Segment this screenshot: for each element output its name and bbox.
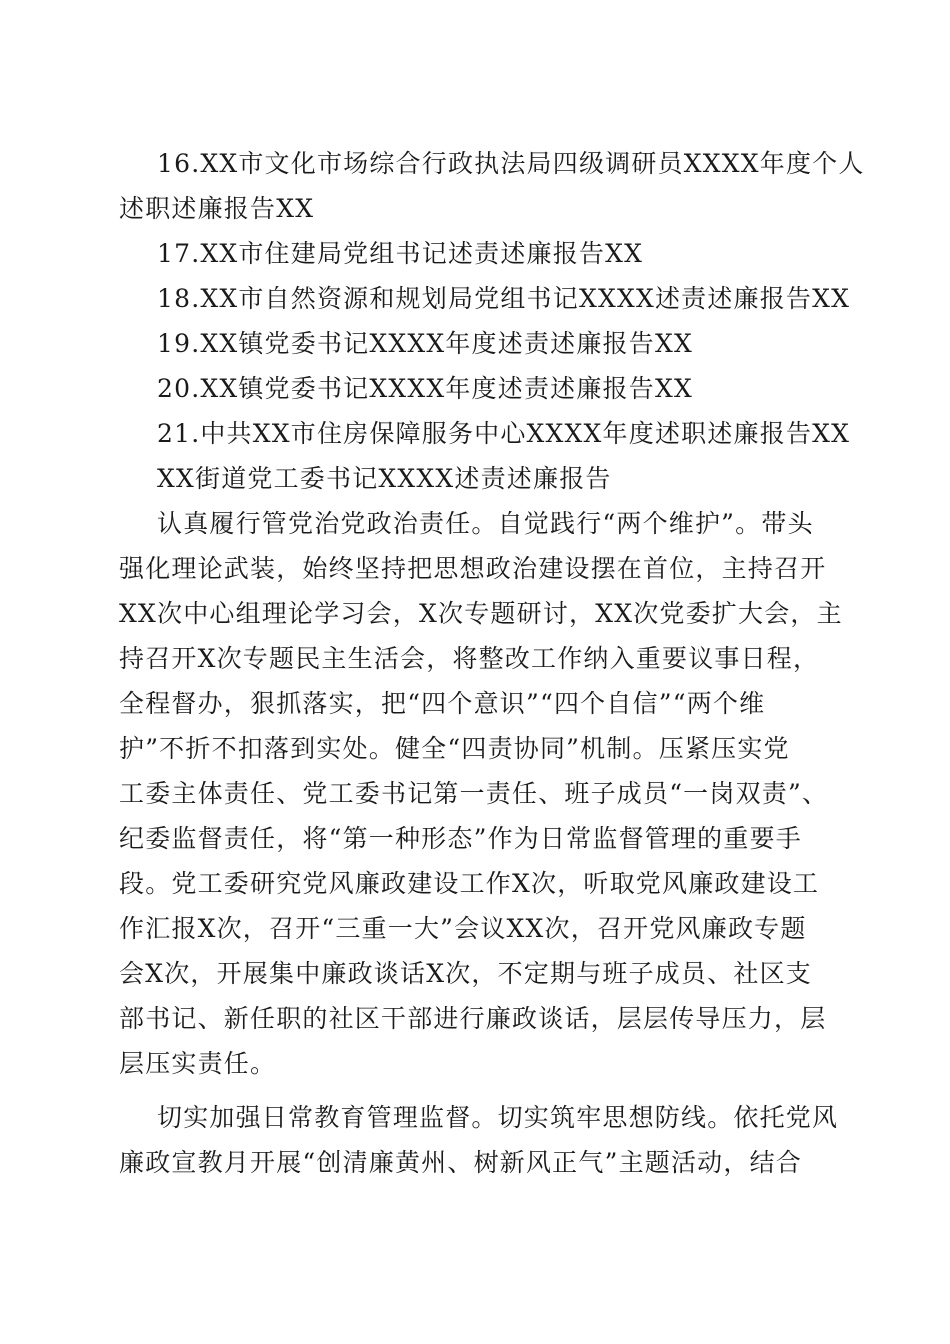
list-item-line: 18.XX市自然资源和规划局党组书记XXXX述责述廉报告XX: [157, 284, 851, 313]
section-title: XX街道党工委书记XXXX述责述廉报告: [157, 464, 612, 493]
paragraph-line: 层压实责任。: [119, 1049, 277, 1078]
paragraph-line: 作汇报X次，召开“三重一大”会议XX次，召开党风廉政专题: [119, 914, 807, 943]
paragraph-line: 持召开X次专题民主生活会，将整改工作纳入重要议事日程，: [119, 644, 820, 673]
paragraph-line: XX次中心组理论学习会，X次专题研讨，XX次党委扩大会，主: [119, 599, 843, 628]
paragraph-line: 工委主体责任、党工委书记第一责任、班子成员“一岗双责”、: [119, 779, 829, 808]
list-item-line: 20.XX镇党委书记XXXX年度述责述廉报告XX: [157, 374, 693, 403]
paragraph-line: 部书记、新任职的社区干部进行廉政谈话，层层传导压力，层: [119, 1004, 827, 1033]
list-item-20: [119, 366, 831, 411]
paragraph-line: 切实加强日常教育管理监督。切实筑牢思想防线。依托党风: [157, 1103, 839, 1132]
list-item-18: [119, 276, 851, 321]
paragraph-line: 会X次，开展集中廉政谈话X次，不定期与班子成员、社区支: [119, 959, 812, 988]
list-item-19: [119, 321, 831, 366]
paragraph-line: 段。党工委研究党风廉政建设工作X次，听取党风廉政建设工: [119, 869, 820, 898]
list-item-line: 21.中共XX市住房保障服务中心XXXX年度述职述廉报告XX: [157, 419, 851, 448]
list-item-17: [119, 231, 831, 276]
list-item-line: 述职述廉报告XX: [119, 194, 315, 223]
paragraph-line: 强化理论武装，始终坚持把思想政治建设摆在首位，主持召开: [119, 554, 827, 583]
document-body: [119, 141, 865, 1185]
paragraph-line: 廉政宣教月开展“创清廉黄州、树新风正气”主题活动，结合: [119, 1148, 802, 1177]
paragraph-line: 全程督办，狠抓落实，把“四个意识”“四个自信”“两个维: [119, 689, 766, 718]
list-item-16: [119, 141, 865, 231]
list-item-21: [119, 411, 851, 456]
list-item-line: 17.XX市住建局党组书记述责述廉报告XX: [157, 239, 644, 268]
paragraph-1: [119, 501, 843, 1086]
list-item-line: 19.XX镇党委书记XXXX年度述责述廉报告XX: [157, 329, 693, 358]
paragraph-2: [119, 1095, 839, 1185]
paragraph-line: 纪委监督责任，将“第一种形态”作为日常监督管理的重要手: [119, 824, 802, 853]
paragraph-line: 护”不折不扣落到实处。健全“四责协同”机制。压紧压实党: [119, 734, 790, 763]
paragraph-gap: [119, 1086, 831, 1095]
paragraph-line: 认真履行管党治党政治责任。自觉践行“两个维护”。带头: [157, 509, 814, 538]
list-item-line: 16.XX市文化市场综合行政执法局四级调研员XXXX年度个人: [157, 149, 865, 178]
